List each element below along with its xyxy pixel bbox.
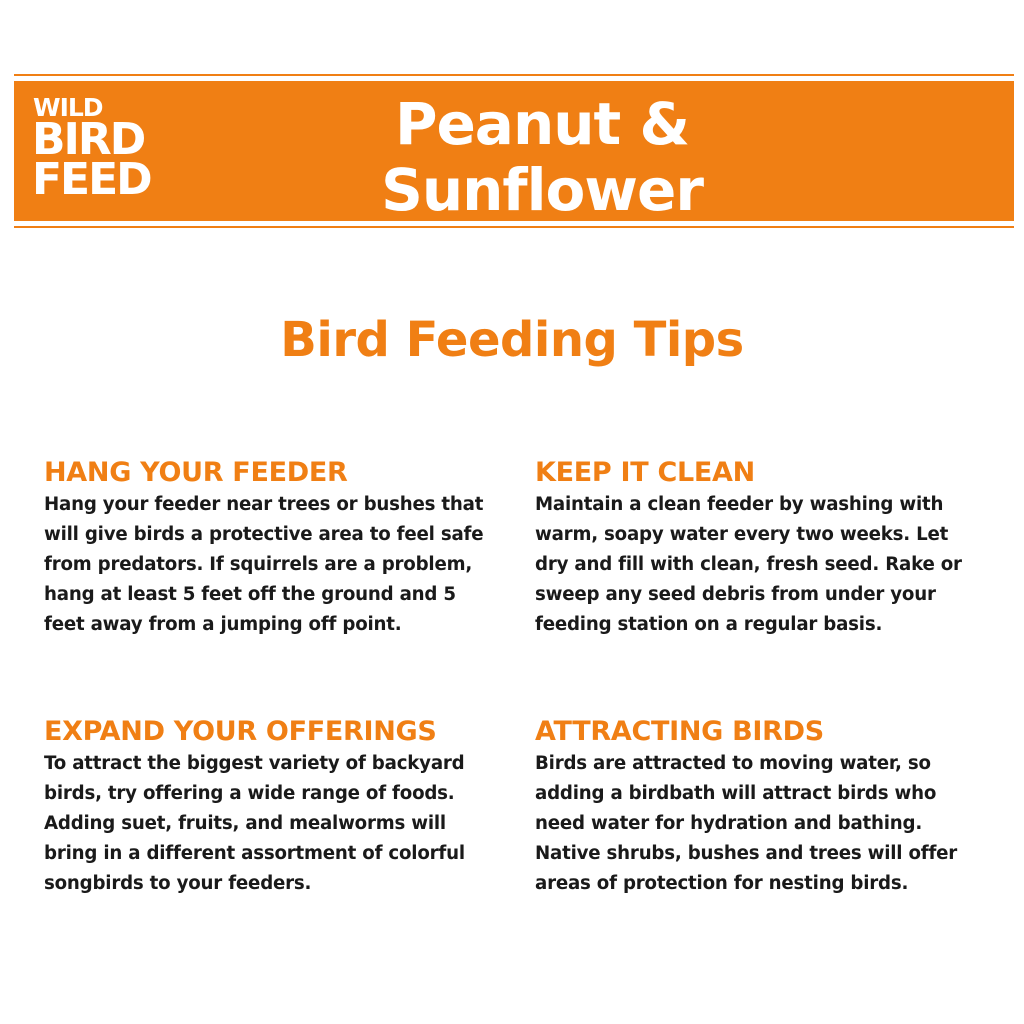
tip-body: To attract the biggest variety of backyard birds, try offering a wide range of foods. Adding suet, fruits, and mealworms will bring in a different assortment of colorful songbirds to your feeders.	[44, 753, 465, 894]
tip-body: Birds are attracted to moving water, so adding a birdbath will attract birds who need water for hydration and bathing. Native shrubs, bushes and trees will offer areas of protection for nesting birds.	[535, 753, 958, 894]
brand-logo	[32, 93, 151, 206]
tip-title: ATTRACTING BIRDS	[535, 716, 824, 747]
tip-expand-your-offerings	[44, 715, 496, 899]
banner-top-rule	[14, 74, 1014, 76]
page-heading: Bird Feeding Tips	[280, 312, 744, 368]
banner-band	[14, 81, 1014, 224]
tip-body: Maintain a clean feeder by washing with warm, soapy water every two weeks. Let dry and fill with clean, fresh seed. Rake or sweep any seed debris from under your feeding station on a regular basis.	[535, 494, 962, 635]
tip-keep-it-clean	[535, 456, 980, 640]
banner-bottom-rule	[14, 226, 1014, 228]
brand-line-wild: WILD	[33, 93, 103, 122]
tip-title: EXPAND YOUR OFFERINGS	[44, 716, 437, 747]
brand-line-bird: BIRD	[32, 114, 145, 165]
tip-title: HANG YOUR FEEDER	[44, 457, 348, 488]
tip-title: KEEP IT CLEAN	[535, 457, 755, 488]
tip-hang-your-feeder	[44, 456, 484, 640]
header-banner	[14, 74, 1014, 228]
tip-attracting-birds	[535, 715, 980, 899]
product-title: Peanut & Sunflower	[381, 90, 703, 224]
brand-line-feed: FEED	[32, 154, 151, 206]
tip-body: Hang your feeder near trees or bushes that will give birds a protective area to feel safe from predators. If squirrels are a problem, hang at least 5 feet off the ground and 5 feet away from a jumping off point.	[44, 494, 484, 635]
